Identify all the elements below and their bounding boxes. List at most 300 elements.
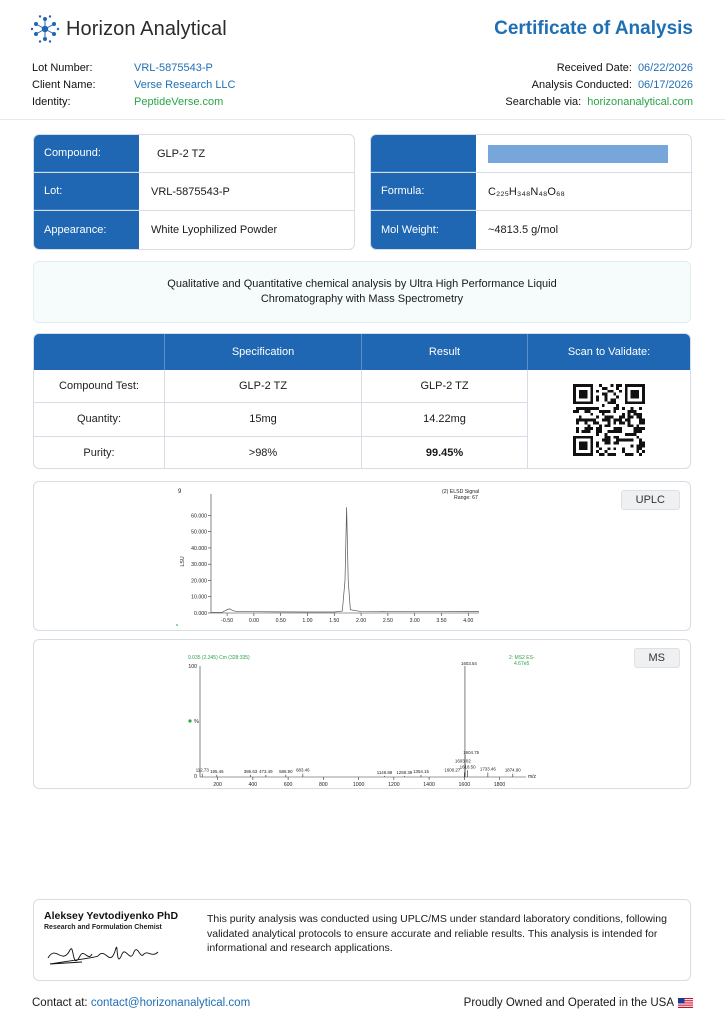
qr-module [602,419,605,422]
qr-module [582,396,585,399]
qr-module [625,390,628,393]
meta-left [32,60,236,111]
x-tick-label: 3.50 [436,618,447,624]
qr-module [605,398,608,401]
header-specification: Specification [165,334,362,370]
qr-module [576,401,579,404]
qr-module [625,384,628,387]
qr-module [608,439,611,442]
qr-module [639,442,642,445]
qr-module [605,433,608,436]
qr-module [633,390,636,393]
qr-module [590,427,593,430]
qr-module [573,447,576,450]
received-date-value: 06/22/2026 [637,62,693,74]
qr-module [636,384,639,387]
qr-module [608,447,611,450]
qr-module [585,390,588,393]
uplc-chart [34,482,692,632]
qr-module [628,453,631,456]
redacted-value [476,135,691,172]
qr-module [590,439,593,442]
qr-module [613,419,616,422]
qr-module [596,442,599,445]
compound-card [33,134,355,250]
qr-module [590,453,593,456]
qr-module [590,444,593,447]
lot-value: VRL-5875543-P [151,185,230,198]
qr-module [576,410,579,413]
ms-peak-label: 1603.54 [461,661,477,666]
qr-module [628,424,631,427]
qr-code-icon[interactable] [573,384,645,456]
row-spec: GLP-2 TZ [165,370,362,402]
qr-module [613,453,616,456]
qr-module [608,401,611,404]
row-label: Quantity: [34,403,165,435]
qr-module [631,416,634,419]
qr-module [587,407,590,410]
qr-module [599,447,602,450]
qr-module [613,410,616,413]
qr-module [576,436,579,439]
qr-module [616,387,619,390]
y-tick-label: 40.000 [191,545,207,552]
qr-module [585,444,588,447]
x-tick-label: 0.50 [275,618,286,624]
qr-module [642,444,645,447]
qr-module [579,444,582,447]
qr-module [605,436,608,439]
signature-card [33,899,691,981]
qr-module [579,419,582,422]
qr-module [590,396,593,399]
brand-name: Horizon Analytical [66,17,227,40]
qr-module [631,444,634,447]
y-tick-label: 10.000 [191,594,207,601]
qr-module [579,396,582,399]
ms-tag: MS [634,648,681,668]
qr-module [642,393,645,396]
qr-module [573,410,576,413]
qr-module [605,442,608,445]
qr-module [605,419,608,422]
lot-label: Lot: [34,173,139,210]
row-result: 99.45% [362,437,528,469]
qr-module [605,387,608,390]
qr-module [596,398,599,401]
y-tick-label: 30.000 [191,562,207,569]
x-tick-label: 1800 [493,782,506,788]
qr-module [596,444,599,447]
qr-module [582,442,585,445]
qr-module [633,427,636,430]
qr-module [613,398,616,401]
header-scan: Scan to Validate: [567,346,651,358]
qr-module [590,393,593,396]
qr-module [619,421,622,424]
qr-module [596,390,599,393]
qr-module [642,401,645,404]
qr-module [633,401,636,404]
header-result: Result [362,334,528,370]
qr-module [625,419,628,422]
qr-module [642,442,645,445]
qr-module [636,413,639,416]
qr-module [639,444,642,447]
qr-module [628,410,631,413]
searchable-link[interactable]: horizonanalytical.com [587,96,693,108]
qr-module [585,393,588,396]
compound-value: GLP-2 TZ [157,147,206,160]
qr-module [582,384,585,387]
qr-module [625,396,628,399]
received-date-label: Received Date: [556,62,632,74]
qr-module [587,430,590,433]
y-top-label: 100 [188,664,197,670]
redacted-label [371,135,476,172]
qr-module [573,387,576,390]
qr-module [599,424,602,427]
qr-module [602,439,605,442]
qr-module [605,416,608,419]
qr-module [636,416,639,419]
qr-module [628,421,631,424]
qr-module [642,396,645,399]
qr-module [625,398,628,401]
qr-module [599,410,602,413]
ms-peak-label: 473.49 [259,768,273,774]
appearance-label: Appearance: [34,211,139,249]
qr-module [636,430,639,433]
qr-module [596,407,599,410]
qr-module [636,436,639,439]
qr-module [585,401,588,404]
qr-module [619,430,622,433]
y-tick-label: 20.000 [191,578,207,585]
qr-module [616,404,619,407]
x-tick-label: 1600 [458,782,471,788]
qr-module [590,450,593,453]
qr-module [579,384,582,387]
qr-module [587,453,590,456]
qr-module [590,447,593,450]
qr-module [582,401,585,404]
formula-card [370,134,692,250]
qr-module [605,439,608,442]
x-tick-label: 0.00 [248,618,259,624]
identity-value[interactable]: PeptideVerse.com [134,96,224,108]
searchable-label: Searchable via: [505,96,582,108]
y-zero-label: 0 [194,774,197,780]
qr-module [582,447,585,450]
qr-module [613,442,616,445]
qr-module [582,390,585,393]
qr-module [636,424,639,427]
qr-module [573,396,576,399]
qr-module [579,390,582,393]
qr-module [619,419,622,422]
qr-module [596,433,599,436]
x-tick-label: 1400 [423,782,435,788]
qr-module [608,419,611,422]
meta-right [505,60,693,111]
qr-module [608,436,611,439]
uplc-tag: UPLC [621,490,680,510]
page-header [0,0,725,120]
qr-module [610,453,613,456]
x-tick-label: 3.00 [409,618,420,624]
x-tick-label: 2.00 [356,618,367,624]
range-label: Range: 67 [454,495,478,501]
qr-module [642,398,645,401]
qr-module [631,439,634,442]
qr-module [579,436,582,439]
qr-module [639,447,642,450]
qr-module [616,430,619,433]
qr-module [579,416,582,419]
qr-module [605,396,608,399]
y-axis-label: LSU [180,556,186,567]
x-tick-label: 400 [248,782,258,788]
qr-module [605,424,608,427]
qr-module [622,450,625,453]
qr-module [587,419,590,422]
qr-module [573,453,576,456]
qr-module [602,410,605,413]
qr-module [622,407,625,410]
qr-module [585,453,588,456]
contact-email-link[interactable]: contact@horizonanalytical.com [90,997,251,1009]
qr-module [633,433,636,436]
qr-module [622,416,625,419]
header-blank [34,334,165,370]
qr-module [573,439,576,442]
qr-module [633,430,636,433]
table-row [34,403,528,436]
qr-cell [528,370,690,469]
qr-module [616,436,619,439]
x-tick-label: 2.50 [382,618,393,624]
y-tick-label: 60.000 [191,513,207,520]
qr-module [633,384,636,387]
formula-label: Formula: [371,173,476,210]
qr-module [619,439,622,442]
qr-module [608,453,611,456]
qr-module [636,390,639,393]
qr-module [576,453,579,456]
qr-module [628,401,631,404]
qr-module [585,407,588,410]
ms-peak-label: 1874.90 [504,767,521,773]
formula-value: C₂₂₅H₃₄₈N₄₈O₆₈ [488,185,565,198]
y-axis-label: % [194,719,199,725]
row-spec: >98% [165,437,362,469]
owned-text: Proudly Owned and Operated in the USA [463,997,674,1009]
qr-module [631,401,634,404]
ms-peak-label: 683.46 [296,767,310,773]
qr-module [576,407,579,410]
qr-module [631,384,634,387]
qr-module [616,439,619,442]
qr-module [593,421,596,424]
qr-module [642,390,645,393]
qr-module [576,430,579,433]
qr-module [579,401,582,404]
x-tick-label: 1.00 [302,618,313,624]
qr-module [585,447,588,450]
mol-weight-label: Mol Weight: [371,211,476,249]
ms-peak-label: 1354.15 [413,768,429,774]
qr-module [610,416,613,419]
signal-label: 2: MS2 ES- [509,655,535,661]
document-title: Certificate of Analysis [494,18,693,39]
x-unit-label: m/z [528,774,537,780]
results-table [33,333,691,469]
qr-module [613,427,616,430]
qr-module [636,427,639,430]
row-spec: 15mg [165,403,362,435]
qr-module [576,427,579,430]
us-flag-icon [678,998,693,1008]
qr-module [573,436,576,439]
qr-module [596,421,599,424]
qr-module [608,410,611,413]
qr-module [573,450,576,453]
qr-module [613,407,616,410]
redaction-bar [488,145,668,163]
signal-value: 4.67e5 [514,661,530,667]
identity-label: Identity: [32,96,71,108]
green-marker [188,719,191,722]
row-label: Purity: [34,437,165,469]
qr-module [602,453,605,456]
qr-module [613,401,616,404]
x-tick-label: 200 [213,782,222,788]
ms-peak-label: 195.46 [210,768,224,774]
qr-module [582,407,585,410]
qr-module [631,407,634,410]
ms-peak-label: 1733.46 [479,766,496,772]
qr-module [628,413,631,416]
ms-peak-label: 1603.02 [454,758,471,764]
qr-module [590,407,593,410]
lot-number-value: VRL-5875543-P [134,62,213,74]
compound-label: Compound: [34,135,139,172]
qr-module [636,396,639,399]
qr-module [639,384,642,387]
method-text: Qualitative and Quantitative chemical analysis by Ultra High Performance Liquid Chromatography with Mass Spectrometry [167,278,557,305]
qr-module [585,436,588,439]
qr-module [639,453,642,456]
qr-module [608,442,611,445]
qr-module [585,410,588,413]
signer-title: Research and Formulation Chemist [44,924,162,931]
qr-module [639,439,642,442]
table-row [34,437,528,469]
qr-module [636,447,639,450]
qr-module [608,390,611,393]
qr-module [576,419,579,422]
qr-module [628,433,631,436]
qr-module [639,427,642,430]
elsd-trace [211,507,479,612]
x-tick-label: 600 [283,782,293,788]
qr-module [582,393,585,396]
qr-module [633,396,636,399]
qr-module [585,396,588,399]
qr-module [613,393,616,396]
qr-module [642,387,645,390]
qr-module [593,419,596,422]
qr-module [639,421,642,424]
qr-module [633,413,636,416]
x-tick-label: 800 [319,782,328,788]
ms-peak-label: 1259.39 [396,769,413,775]
qr-module [631,453,634,456]
qr-module [633,410,636,413]
qr-module [582,430,585,433]
appearance-value: White Lyophilized Powder [151,224,278,236]
qr-module [619,416,622,419]
qr-module [579,442,582,445]
qr-module [616,384,619,387]
qr-module [625,387,628,390]
qr-module [590,387,593,390]
qr-module [636,444,639,447]
qr-module [613,447,616,450]
qr-module [602,393,605,396]
disclaimer-text: This purity analysis was conducted using UPLC/MS under standard laboratory conditions, following validated analytical protocols to ensure accurate and reliable results. This analysis is intended for informational and research applications. [207,913,667,954]
qr-module [608,416,611,419]
qr-module [610,390,613,393]
qr-module [573,398,576,401]
table-row [34,370,528,403]
qr-module [605,393,608,396]
qr-module [590,401,593,404]
qr-module [622,421,625,424]
qr-module [639,416,642,419]
qr-module [610,430,613,433]
qr-module [590,413,593,416]
qr-module [587,424,590,427]
qr-module [622,447,625,450]
uplc-chart-card [33,481,691,631]
qr-module [631,410,634,413]
owned-line [464,997,693,1009]
qr-module [628,439,631,442]
qr-module [616,407,619,410]
qr-module [602,413,605,416]
qr-module [590,442,593,445]
qr-module [596,450,599,453]
qr-module [642,450,645,453]
x-tick-label: 1200 [388,782,400,788]
qr-module [639,401,642,404]
ms-chart-card [33,639,691,789]
qr-module [585,442,588,445]
qr-module [631,433,634,436]
x-tick-label: 4.00 [463,618,474,624]
brand-logo [30,14,227,44]
qr-module [585,419,588,422]
qr-module [636,450,639,453]
row-result: GLP-2 TZ [362,370,528,402]
qr-module [619,427,622,430]
mol-weight-value: ~4813.5 g/mol [488,224,559,236]
qr-module [573,401,576,404]
qr-module [619,390,622,393]
